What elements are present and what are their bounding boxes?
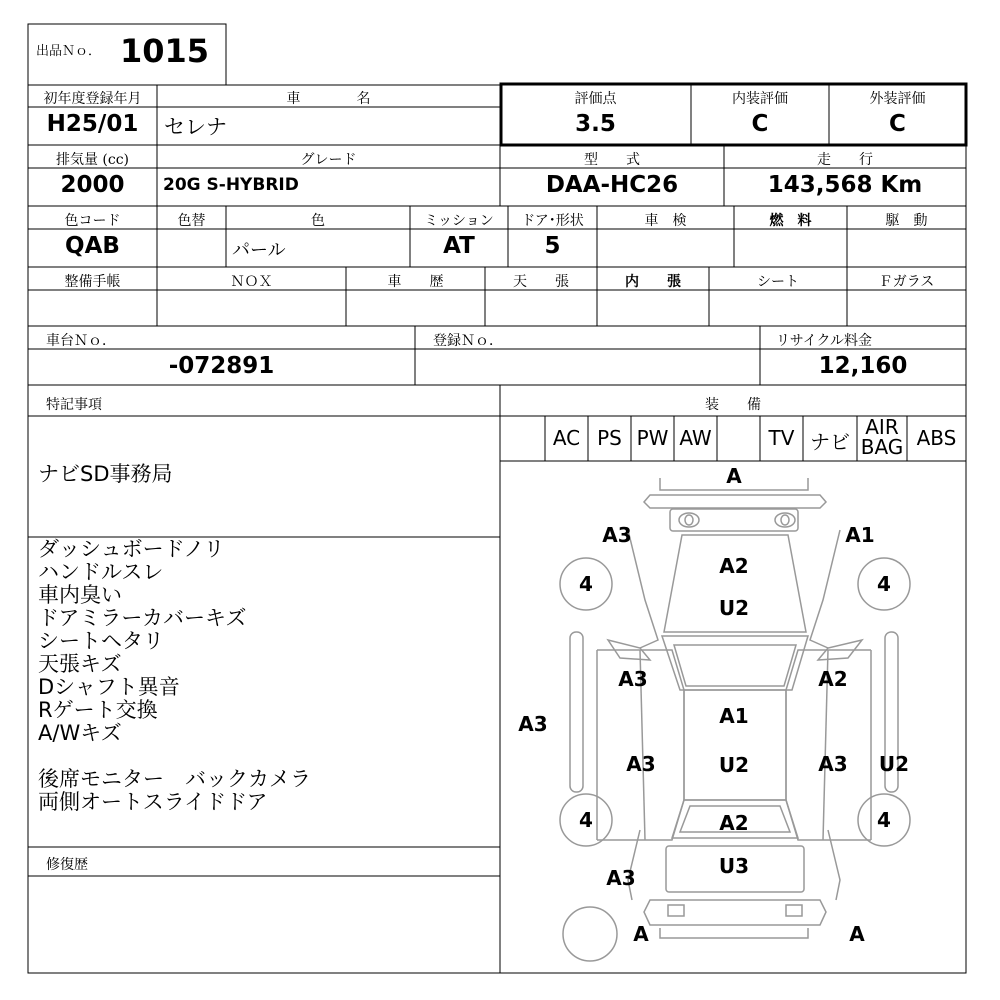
door-label: ドア･形状 <box>521 213 584 229</box>
interior-label: 内装評価 <box>732 91 788 107</box>
equipment-item-ps: PS <box>597 426 622 450</box>
seat-label: シート <box>757 274 799 290</box>
first-reg-value: H25/01 <box>46 111 139 137</box>
equipment-item-aw: AW <box>679 426 712 450</box>
equipment-item-tv: TV <box>768 426 795 450</box>
fuel-label: 燃 料 <box>769 213 812 229</box>
mission-value: AT <box>443 233 475 259</box>
mileage-value: 143,568 Km <box>767 172 923 198</box>
interior-value: C <box>751 111 769 137</box>
dmg-front-right-tire: 4 <box>877 572 891 596</box>
dmg-rear-left-quarter: A3 <box>606 866 636 890</box>
dmg-left-front-door: A3 <box>618 667 648 691</box>
dmg-right-front-door: A2 <box>818 667 848 691</box>
displacement-label: 排気量 (cc) <box>55 152 130 168</box>
dmg-rear-glass: A2 <box>719 811 749 835</box>
dmg-rear-bumper-right: A <box>849 922 865 946</box>
dmg-right-sill: U2 <box>878 752 910 776</box>
notes-lines: ダッシュボードノリ ハンドルスレ 車内臭い ドアミラーカバーキズ シートヘタリ 天張キズ Dシャフト異音 Rゲート交換 A/Wキズ 後席モニター バックカメラ 両側オートスライドドア <box>38 537 311 814</box>
color-code-label: 色コード <box>64 213 121 229</box>
nox-label: ＮＯＸ <box>230 274 273 290</box>
dmg-rear-left-tire: 4 <box>579 808 593 832</box>
roof-label: 天 張 <box>513 274 569 290</box>
recycle-value: 12,160 <box>818 353 908 379</box>
interior-roof-label: 内 張 <box>625 274 681 290</box>
car-name-value: セレナ <box>164 115 227 139</box>
model-value: DAA-HC26 <box>545 172 679 198</box>
damage-marks <box>518 464 909 946</box>
equipment-item-abs: ABS <box>916 426 957 450</box>
equipment-item-navi: ナビ <box>810 430 850 454</box>
dmg-roof-2: U2 <box>718 753 750 777</box>
notes-line-1: ナビSD事務局 <box>38 462 173 486</box>
exterior-value: C <box>889 111 906 137</box>
dmg-roof-1: A1 <box>719 704 749 728</box>
lot-label: 出品Ｎｏ． <box>36 44 102 59</box>
chassis-value: -072891 <box>168 353 275 379</box>
dmg-left-rear-door: A3 <box>626 752 656 776</box>
dmg-left-sill: A3 <box>518 712 548 736</box>
dmg-rear-bumper-left: A <box>633 922 649 946</box>
color-label: 色 <box>311 213 325 229</box>
dmg-front-left-tire: 4 <box>579 572 593 596</box>
equipment-item-pw: PW <box>636 426 669 450</box>
fglass-label: Ｆガラス <box>878 274 935 290</box>
history-label: 車 歴 <box>387 274 444 290</box>
equipment-item-ac: AC <box>552 426 581 450</box>
grade-value: 20G S-HYBRID <box>163 175 299 195</box>
mileage-label: 走 行 <box>817 152 873 168</box>
dmg-front-right-fender: A1 <box>845 523 875 547</box>
chassis-label: 車台Ｎｏ． <box>46 333 116 349</box>
displacement-value: 2000 <box>60 172 125 198</box>
dmg-hood-2: U2 <box>718 596 750 620</box>
repaint-label: 色替 <box>177 213 206 229</box>
door-value: 5 <box>544 233 561 259</box>
color-code-value: QAB <box>65 233 120 259</box>
car-name-label: 車 名 <box>286 91 371 107</box>
score-value: 3.5 <box>575 111 616 137</box>
dmg-front-bumper: A <box>726 464 742 488</box>
color-value: パール <box>232 240 286 261</box>
equipment-item-airbag: AIR BAG <box>860 415 904 459</box>
reg-label: 登録Ｎｏ． <box>433 333 503 349</box>
notes-label: 特記事項 <box>46 397 102 413</box>
maintenance-label: 整備手帳 <box>64 274 121 290</box>
equipment-label: 装 備 <box>705 397 761 413</box>
dmg-tailgate: U3 <box>718 854 750 878</box>
dmg-front-left-fender: A3 <box>602 523 632 547</box>
dmg-right-rear-door: A3 <box>818 752 848 776</box>
lot-number: 1015 <box>120 32 210 70</box>
exterior-label: 外装評価 <box>869 91 926 107</box>
repair-history-label: 修復歴 <box>46 857 88 873</box>
dmg-hood-1: A2 <box>719 554 749 578</box>
recycle-label: リサイクル料金 <box>776 333 873 349</box>
grade-label: グレード <box>300 152 357 168</box>
dmg-rear-right-tire: 4 <box>877 808 891 832</box>
inspection-label: 車 検 <box>644 213 687 229</box>
score-label: 評価点 <box>574 91 617 107</box>
model-label: 型 式 <box>584 152 640 168</box>
mission-label: ミッション <box>424 213 494 229</box>
first-reg-label: 初年度登録年月 <box>43 91 142 107</box>
drive-label: 駆 動 <box>885 213 928 229</box>
